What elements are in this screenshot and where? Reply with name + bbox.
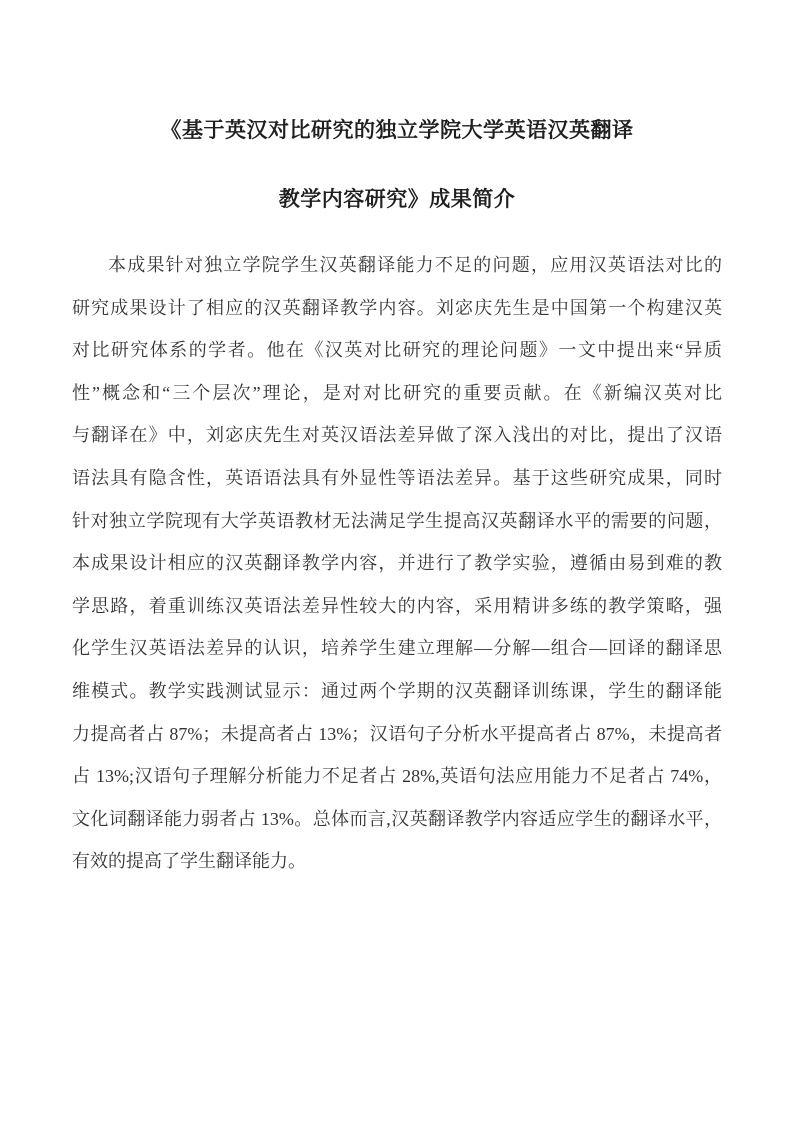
document-title <box>0 96 794 234</box>
text-line: 本成果设计相应的汉英翻译教学内容，并进行了教学实验，遵循由易到难的教 <box>72 553 722 574</box>
text-line: 性”概念和“三个层次”理论，是对对比研究的重要贡献。在《新编汉英对比 <box>72 382 722 403</box>
text-line: 对比研究体系的学者。他在《汉英对比研究的理论问题》一文中提出来“异质 <box>72 340 722 361</box>
text-line: 力提高者占 87%；未提高者占 13%；汉语句子分析水平提高者占 87%，未提高者 <box>72 723 722 744</box>
text-line: 占 13%;汉语句子理解分析能力不足者占 28%,英语句法应用能力不足者占 74%， <box>72 766 722 787</box>
text-line: 研究成果设计了相应的汉英翻译教学内容。刘宓庆先生是中国第一个构建汉英 <box>72 297 722 318</box>
body-paragraph <box>72 244 722 883</box>
title-line-2: 教学内容研究》成果简介 <box>278 188 516 211</box>
title-line-1: 《基于英汉对比研究的独立学院大学英语汉英翻译 <box>160 119 634 142</box>
text-line: 本成果针对独立学院学生汉英翻译能力不足的问题，应用汉英语法对比的 <box>108 255 722 275</box>
text-line: 化学生汉英语法差异的认识，培养学生建立理解—分解—组合—回译的翻译思 <box>72 638 722 659</box>
text-line: 学思路，着重训练汉英语法差异性较大的内容，采用精讲多练的教学策略，强 <box>72 595 722 616</box>
text-line: 维模式。教学实践测试显示：通过两个学期的汉英翻译训练课，学生的翻译能 <box>72 680 722 701</box>
text-line: 有效的提高了学生翻译能力。 <box>72 851 306 872</box>
text-line: 与翻译在》中，刘宓庆先生对英汉语法差异做了深入浅出的对比，提出了汉语 <box>72 425 722 446</box>
text-line: 针对独立学院现有大学英语教材无法满足学生提高汉英翻译水平的需要的问题， <box>72 510 722 531</box>
text-line: 文化词翻译能力弱者占 13%。总体而言,汉英翻译教学内容适应学生的翻译水平， <box>72 808 722 829</box>
text-line: 语法具有隐含性，英语语法具有外显性等语法差异。基于这些研究成果，同时 <box>72 467 722 488</box>
